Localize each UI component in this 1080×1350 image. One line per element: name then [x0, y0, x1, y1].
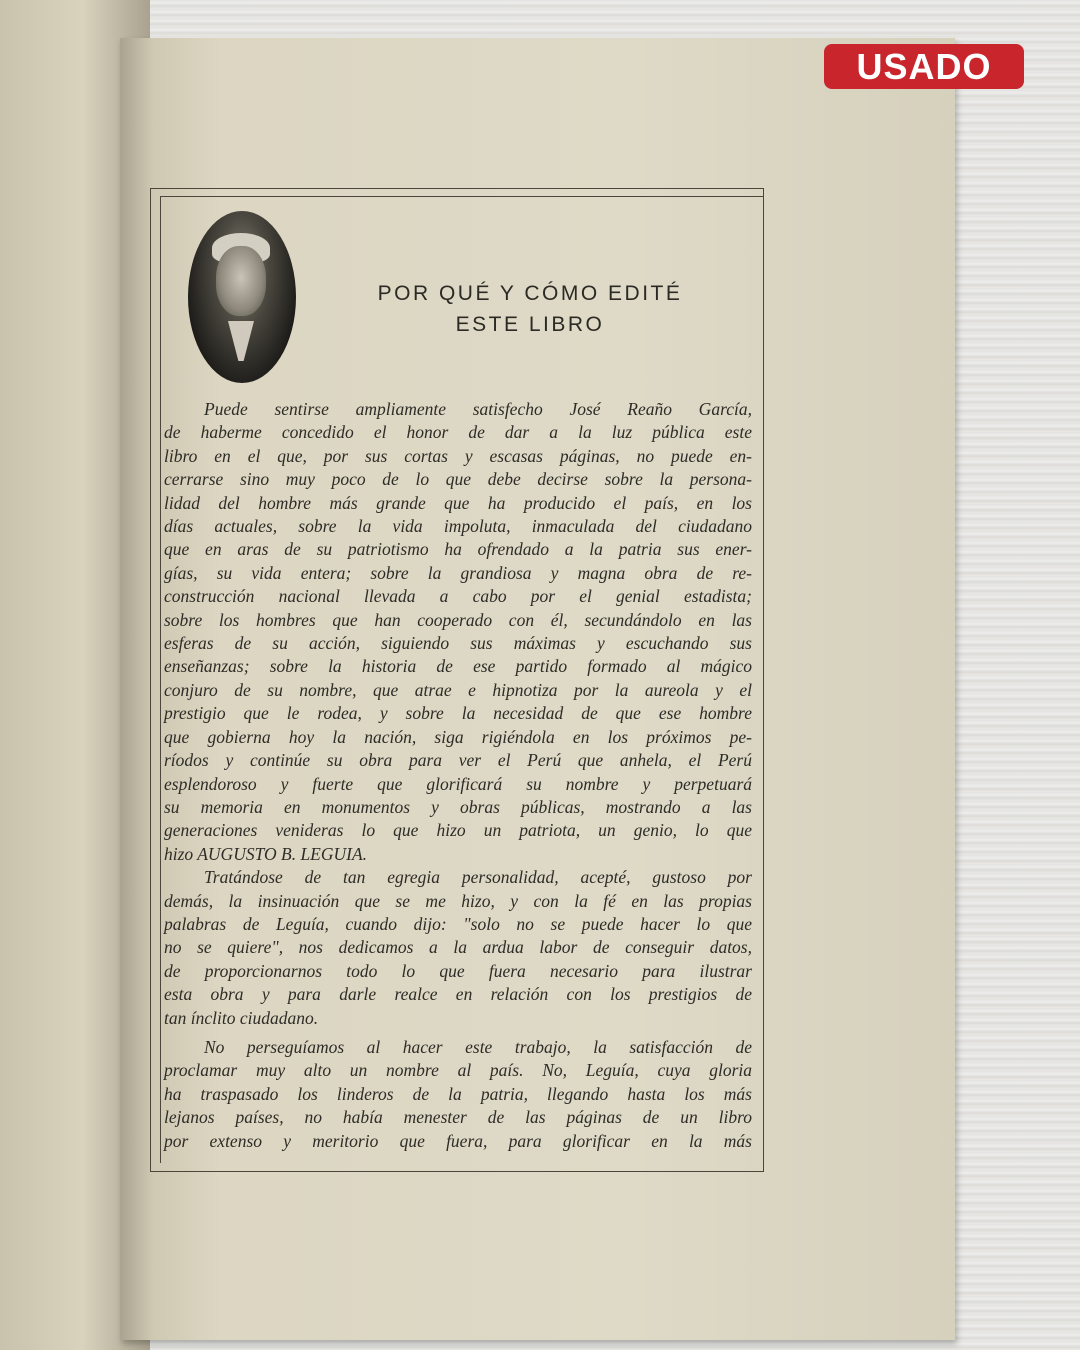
text-line: hizo AUGUSTO B. LEGUIA.	[164, 843, 368, 864]
portrait-collar	[228, 321, 254, 361]
text-line: su memoria en monumentos y obras públicas, mostrando a las	[164, 796, 752, 817]
portrait-face	[216, 246, 266, 316]
text-line: gías, su vida entera; sobre la grandiosa y magna obra de re-	[164, 562, 752, 583]
text-line: esferas de su acción, siguiendo sus máximas y escuchando sus	[164, 633, 752, 654]
text-line: de proporcionarnos todo lo que fuera necesario para ilustrar	[164, 960, 752, 981]
text-line: conjuro de su nombre, que atrae e hipnotiza por la aureola y el	[164, 679, 752, 700]
used-badge: USADO	[824, 44, 1024, 89]
text-line: no se quiere", nos dedicamos a la ardua labor de conseguir datos,	[164, 937, 752, 958]
text-line: palabras de Leguía, cuando dijo: "solo no se puede hacer lo que	[164, 913, 752, 934]
author-portrait	[188, 211, 296, 383]
text-line: Puede sentirse ampliamente satisfecho José Reaño García,	[204, 399, 752, 419]
text-line: ha traspasado los linderos de la patria, llegando hasta los más	[164, 1083, 752, 1104]
text-line: Tratándose de tan egregia personalidad, acepté, gustoso por	[204, 867, 752, 888]
text-line: lejanos países, no había menester de las páginas de un libro	[164, 1107, 752, 1128]
text-line: lidad del hombre más grande que ha producido el país, en los	[164, 492, 752, 513]
chapter-heading	[330, 278, 730, 340]
text-line: días actuales, sobre la vida impoluta, inmaculada del ciudadano	[164, 516, 752, 537]
text-line: que gobierna hoy la nación, siga rigiéndola en los próximos pe-	[164, 726, 752, 747]
text-line: proclamar muy alto un nombre al país. No, Leguía, cuya gloria	[164, 1060, 752, 1081]
heading-line-1: POR QUÉ Y CÓMO EDITÉ	[377, 282, 683, 305]
text-line: cerrarse sino muy poco de lo que debe decirse sobre la persona-	[164, 469, 752, 490]
text-line: enseñanzas; sobre la historia de ese partido formado al mágico	[164, 656, 752, 677]
heading-line-2: ESTE LIBRO	[455, 313, 605, 336]
text-line: demás, la insinuación que se me hizo, y con la fé en las propias	[164, 890, 752, 911]
body-text	[164, 398, 752, 1153]
text-line: libro en el que, por sus cortas y escasas páginas, no puede en-	[164, 445, 752, 466]
text-line: generaciones venideras lo que hizo un patriota, un genio, lo que	[164, 820, 752, 841]
text-line: de haberme concedido el honor de dar a la luz pública este	[164, 422, 752, 443]
text-line: No perseguíamos al hacer este trabajo, la satisfacción de	[204, 1036, 752, 1057]
text-line: prestigio que le rodea, y sobre la necesidad de que ese hombre	[164, 703, 752, 724]
text-line: por extenso y meritorio que fuera, para glorificar en la más	[164, 1130, 752, 1151]
text-line: que en aras de su patriotismo ha ofrendado a la patria sus ener-	[164, 539, 752, 560]
text-line: esta obra y para darle realce en relación con los prestigios de	[164, 984, 752, 1005]
text-line: sobre los hombres que han cooperado con él, secundándolo en las	[164, 609, 752, 630]
text-line: construcción nacional llevada a cabo por el genial estadista;	[164, 586, 752, 607]
text-line: tan ínclito ciudadano.	[164, 1007, 319, 1028]
text-line: ríodos y continúe su obra para ver el Perú que anhela, el Perú	[164, 750, 752, 771]
text-line: esplendoroso y fuerte que glorificará su nombre y perpetuará	[164, 773, 752, 794]
